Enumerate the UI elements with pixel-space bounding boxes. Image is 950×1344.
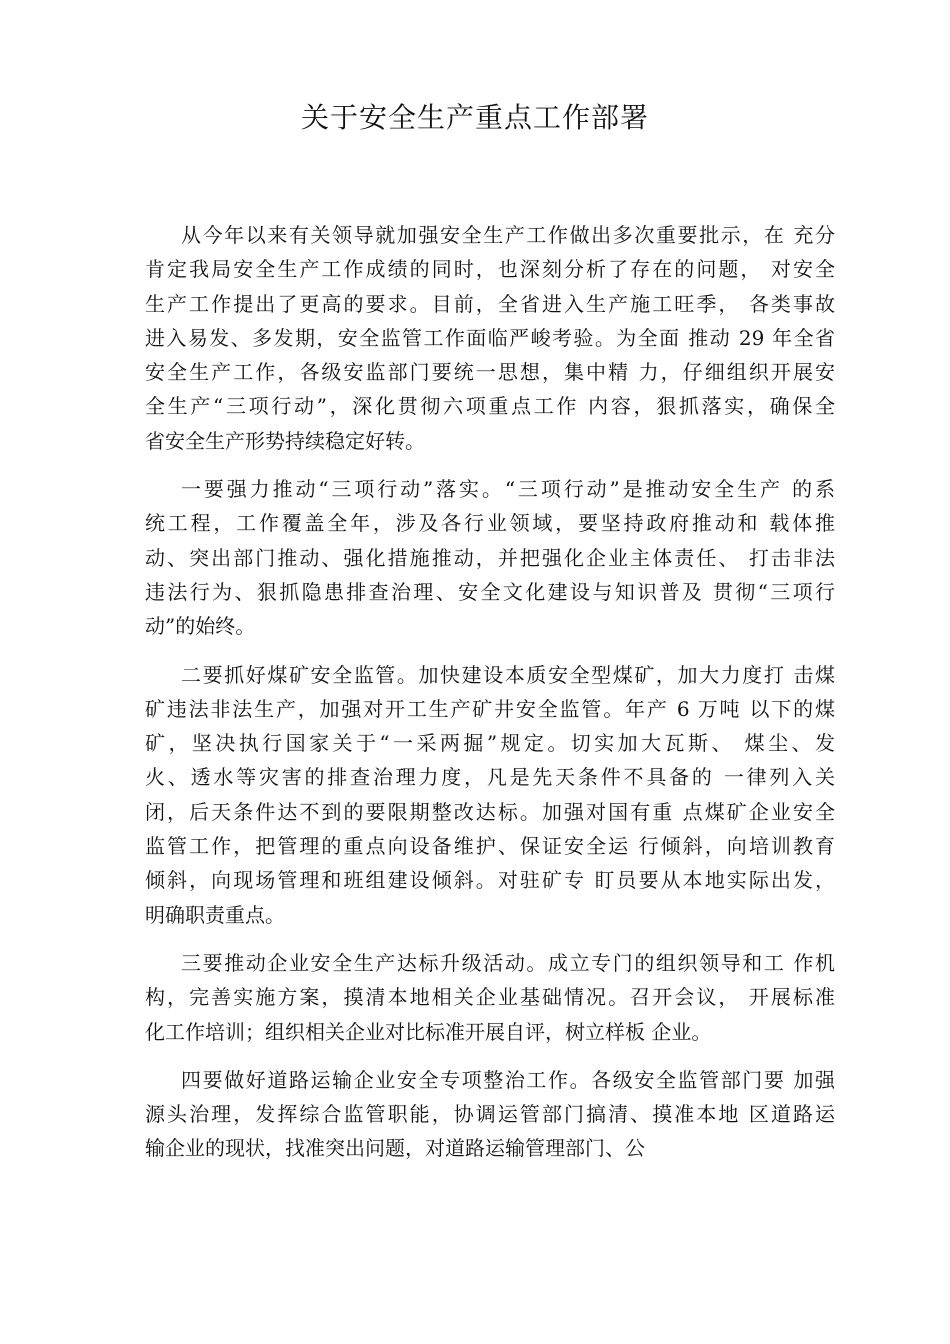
paragraph-5 <box>145 1063 835 1166</box>
paragraph-line: 动、突出部门推动、强化措施推动，并把强化企业主体责任、 打击非法 <box>145 545 835 570</box>
paragraph-2 <box>145 472 835 643</box>
paragraph-line: 统工程，工作覆盖全年，涉及各行业领域，要坚持政府推动和 载体推 <box>145 511 835 536</box>
paragraph-line: 肯定我局安全生产工作成绩的同时，也深刻分析了存在的问题， 对安全 <box>145 257 835 282</box>
paragraph-line: 火、透水等灾害的排查治理力度，凡是先天条件不具备的 一律列入关 <box>145 765 835 790</box>
paragraph-line: 一要强力推动“三项行动”落实。“三项行动”是推动安全生产 的系 <box>181 477 835 502</box>
paragraph-line: 三要推动企业安全生产达标升级活动。成立专门的组织领导和工 作机 <box>181 950 835 975</box>
paragraph-line: 进入易发、多发期，安全监管工作面临严峻考验。为全面 推动 29 年全省 <box>145 325 835 350</box>
paragraph-line: 输企业的现状，找准突出问题，对道路运输管理部门、公 <box>145 1136 645 1161</box>
document-title: 关于安全生产重点工作部署 <box>300 101 649 134</box>
paragraph-line: 化工作培训；组织相关企业对比标准开展自评，树立样板 企业。 <box>145 1019 712 1044</box>
paragraph-line: 二要抓好煤矿安全监管。加快建设本质安全型煤矿，加大力度打 击煤 <box>181 662 835 687</box>
paragraph-line: 生产工作提出了更高的要求。目前，全省进入生产施工旺季， 各类事故 <box>145 291 835 316</box>
paragraph-4 <box>145 946 835 1049</box>
paragraph-line: 闭，后天条件达不到的要限期整改达标。加强对国有重 点煤矿企业安全 <box>145 799 835 824</box>
paragraph-line: 省安全生产形势持续稳定好转。 <box>145 428 425 453</box>
paragraph-line: 矿违法非法生产，加强对开工生产矿井安全监管。年产 6 万吨 以下的煤 <box>145 696 835 721</box>
paragraph-line: 全生产“三项行动”，深化贯彻六项重点工作 内容，狠抓落实，确保全 <box>145 394 835 419</box>
paragraph-line: 倾斜，向现场管理和班组建设倾斜。对驻矿专 盯员要从本地实际出发， <box>145 868 835 893</box>
paragraph-line: 矿，坚决执行国家关于“一采两掘”规定。切实加大瓦斯、 煤尘、发 <box>145 731 835 756</box>
paragraph-line: 四要做好道路运输企业安全专项整治工作。各级安全监管部门要 加强 <box>181 1067 835 1092</box>
paragraph-line: 明确职责重点。 <box>145 902 285 927</box>
paragraph-line: 安全生产工作，各级安监部门要统一思想，集中精 力，仔细组织开展安 <box>145 360 835 385</box>
paragraph-line: 监管工作，把管理的重点向设备维护、保证安全运 行倾斜，向培训教育 <box>145 834 835 859</box>
paragraph-3 <box>145 658 835 932</box>
paragraph-line: 构，完善实施方案，摸清本地相关企业基础情况。召开会议， 开展标准 <box>145 985 835 1010</box>
paragraph-line: 动”的始终。 <box>145 614 256 639</box>
paragraph-line: 源头治理，发挥综合监管职能，协调运管部门搞清、摸准本地 区道路运 <box>145 1102 835 1127</box>
paragraph-1 <box>145 218 835 458</box>
paragraph-line: 从今年以来有关领导就加强安全生产工作做出多次重要批示，在 充分 <box>181 223 835 247</box>
document-body <box>145 218 835 1180</box>
paragraph-line: 违法行为、狠抓隐患排查治理、安全文化建设与知识普及 贯彻“三项行 <box>145 579 835 604</box>
